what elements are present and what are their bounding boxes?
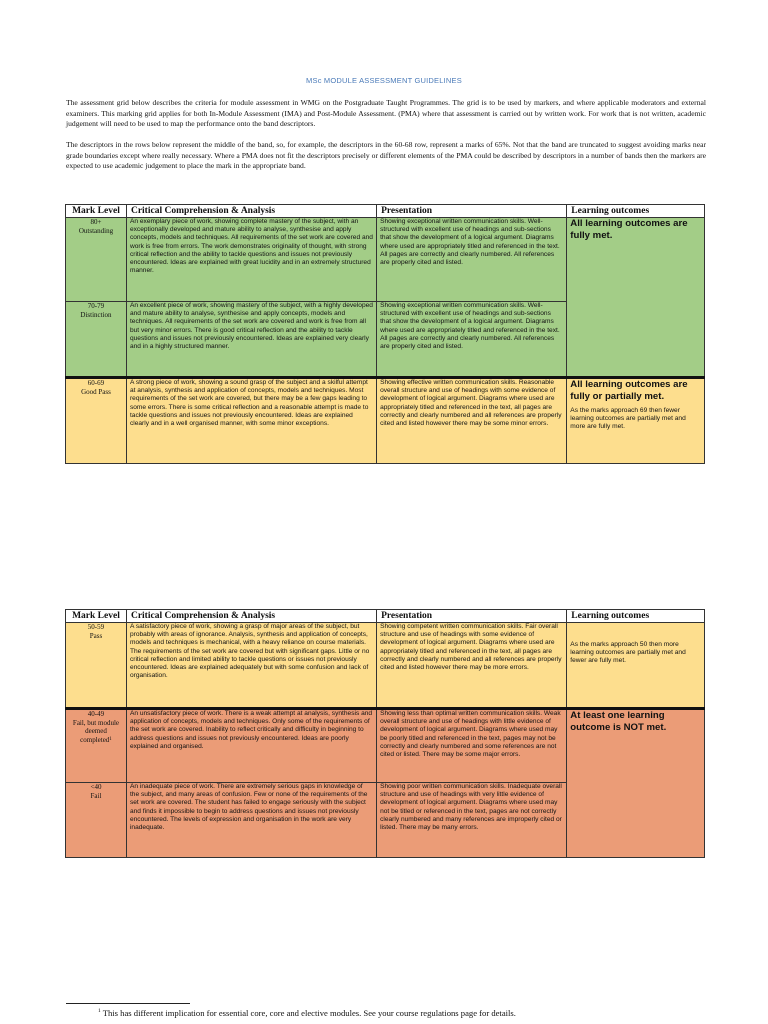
critical-cell: A strong piece of work, showing a sound grasp of the subject and a skilful attempt at analysis, synthesis and application of concepts, models and techniques. Most requirements of the set work are covered, but there may be a few gaps leading to some errors. There is some critical reflection and a reasonable attempt is made to tackle questions and issues not previously encountered. Ideas are explained clearly and in a well organised manner, with some minor exceptions. <box>126 378 376 464</box>
header-learning: Learning outcomes <box>567 610 705 623</box>
learning-outcome-text: All learning outcomes are fully met. <box>570 218 688 241</box>
table-row <box>66 378 705 464</box>
band-range: 40-49 <box>87 710 105 718</box>
presentation-cell: Showing effective written communication skills. Reasonable overall structure and use of headings with some evidence of development of logical argument. Diagrams where used are appropriately titled and referenced in the text, all pages are correctly and clearly numbered and all references are properly cited and listed however there may be some minor errors. <box>377 378 567 464</box>
header-mark-level: Mark Level <box>66 205 127 218</box>
intro-paragraph: The assessment grid below describes the criteria for module assessment in WMG on the Postgraduate Taught Programmes. The grid is to be used by markers, and where applicable moderators and external examiners. This marking grid applies for both In-Module Assessment (IMA) and Post-Module Assessment. (PMA) where that assessment is carried out by written work. For work that is not written, academic judgement will need to be used to map the performance onto the band descriptors. <box>66 98 706 129</box>
critical-cell: A satisfactory piece of work, showing a grasp of major areas of the subject, but probably with areas of ignorance. Analysis, synthesis and application of concepts, models and techniques is mechanical, with a heavy reliance on course materials. The requirements of the set work are covered but with significant gaps. Little or no critical reflection and limited ability to tackle questions or issues not previously encountered. Ideas are explained adequately but with some confusion and lack of organisation. <box>126 623 376 709</box>
footnote-text: This has different implication for essential core, core and elective modules. See your course regulations page for details. <box>102 1008 516 1018</box>
page-title: MSc MODULE ASSESSMENT GUIDELINES <box>306 76 462 85</box>
learning-outcome-text: All learning outcomes are fully or partially met. <box>570 379 688 402</box>
presentation-cell: Showing competent written communication skills. Fair overall structure and use of headings with some evidence of development of logical argument. Diagrams where used are appropriately titled and referenced in the text, all pages are correctly and clearly numbered and all references are properly cited and listed however there may be more errors. <box>377 623 567 709</box>
band-name: Fail <box>90 791 102 800</box>
header-critical: Critical Comprehension & Analysis <box>126 205 376 218</box>
footnote-number: 1 <box>98 1008 101 1014</box>
band-cell <box>66 783 127 858</box>
band-cell <box>66 218 127 302</box>
presentation-cell: Showing exceptional written communication skills. Well-structured with excellent use of headings and sub-sections that show the development of a logical argument. Diagrams where used are appropriately titled and referenced in the text. All pages are correctly and clearly numbered. All references are properly cited and listed. <box>377 218 567 302</box>
band-cell <box>66 709 127 783</box>
header-row <box>66 205 705 218</box>
footnote <box>98 1008 516 1018</box>
critical-cell: An exemplary piece of work, showing complete mastery of the subject, with an exceptionally developed and mature ability to analyse, synthesise and apply concepts, models and techniques. All requirements of the set work are covered and work is free from errors. The work demonstrates originality of thought, with strong critical reflection and the ability to tackle questions and issues not previously encountered. Ideas are explained with great lucidity and in an extremely structured manner. <box>126 218 376 302</box>
header-row <box>66 610 705 623</box>
critical-cell: An unsatisfactory piece of work. There is a weak attempt at analysis, synthesis and application of concepts, models and techniques. Only some of the requirements of the set work are covered. Inability to reflect critically and difficulty in beginning to address questions and issues not previously encountered. Ideas are poorly explained and organised. <box>126 709 376 783</box>
assessment-grid-lower <box>65 609 705 858</box>
header-critical: Critical Comprehension & Analysis <box>126 610 376 623</box>
band-name: Outstanding <box>78 226 114 235</box>
header-mark-level: Mark Level <box>66 610 127 623</box>
band-name: Good Pass <box>81 387 111 396</box>
learning-outcome-cell <box>567 218 705 378</box>
learning-outcome-note: As the marks approach 69 then fewer learning outcomes are partially met and more are fully met. <box>570 407 686 431</box>
learning-outcome-note: As the marks approach 50 then more learning outcomes are partially met and fewer are fully met. <box>570 641 686 665</box>
band-cell <box>66 302 127 378</box>
footnote-marker: 1 <box>109 736 112 742</box>
critical-cell: An inadequate piece of work. There are extremely serious gaps in knowledge of the subject, and many areas of confusion. Few or none of the requirements of the set work are covered. The student has failed to engage seriously with the subject and finds it impossible to begin to address questions and issues not previously encountered. The levels of expression and organisation in the work are very inadequate. <box>126 783 376 858</box>
assessment-grid-upper <box>65 204 705 464</box>
presentation-cell: Showing less than optimal written communication skills. Weak overall structure and use of headings with little evidence of development of logical argument. Diagrams where used may be poorly titled and referenced in the text, pages may not be correctly and clearly numbered and some references are not cited or listed. There may be some major errors. <box>377 709 567 783</box>
band-cell <box>66 623 127 709</box>
descriptors-paragraph: The descriptors in the rows below represent the middle of the band, so, for example, the descriptors in the 60-68 row, represent a marks of 65%. Not that the band are truncated to suggest avoiding marks near grade boundaries except where really necessary. Where a PMA does not fit the descriptors precisely or different elements of the PMA could be described by descriptors in a number of bands then the markers are expected to use academic judgement to place the mark in the appropriate band. <box>66 140 706 171</box>
critical-cell: An excellent piece of work, showing mastery of the subject, with a highly developed and mature ability to analyse, synthesise and apply concepts, models and techniques. All requirements of the set work are covered and work is free from all but very minor errors. There is good critical reflection and the ability to tackle questions and issues not previously encountered. Ideas are explained very clearly and in a highly structured manner. <box>126 302 376 378</box>
footnote-divider <box>66 1003 190 1004</box>
band-name: Fail, but module deemed completed <box>72 718 120 744</box>
learning-outcome-cell <box>567 378 705 464</box>
presentation-cell: Showing poor written communication skills. Inadequate overall structure and use of headings with very little evidence of development of logical argument. Diagrams where used may not be titled or referenced in the text, pages are not correctly clearly numbered and many references are improperly cited or listed. There may be many errors. <box>377 783 567 858</box>
band-name: Pass <box>89 631 103 640</box>
band-range: 60-69 <box>87 379 105 387</box>
presentation-cell: Showing exceptional written communication skills. Well-structured with excellent use of headings and sub-sections that show the development of a logical argument. Diagrams where used are appropriately titled and referenced in the text. All pages are correctly and clearly numbered. All references are properly cited and listed. <box>377 302 567 378</box>
learning-outcome-cell <box>567 623 705 709</box>
band-range: 80+ <box>90 218 102 226</box>
band-range: 50-59 <box>87 623 105 631</box>
band-range: 70-79 <box>87 302 105 310</box>
learning-outcome-cell <box>567 709 705 858</box>
table-row <box>66 709 705 783</box>
band-name: Distinction <box>80 310 112 319</box>
band-cell <box>66 378 127 464</box>
header-learning: Learning outcomes <box>567 205 705 218</box>
table-row <box>66 623 705 709</box>
header-presentation: Presentation <box>377 610 567 623</box>
header-presentation: Presentation <box>377 205 567 218</box>
band-range: <40 <box>90 783 102 791</box>
table-row <box>66 218 705 302</box>
learning-outcome-text: At least one learning outcome is NOT met. <box>570 710 667 733</box>
